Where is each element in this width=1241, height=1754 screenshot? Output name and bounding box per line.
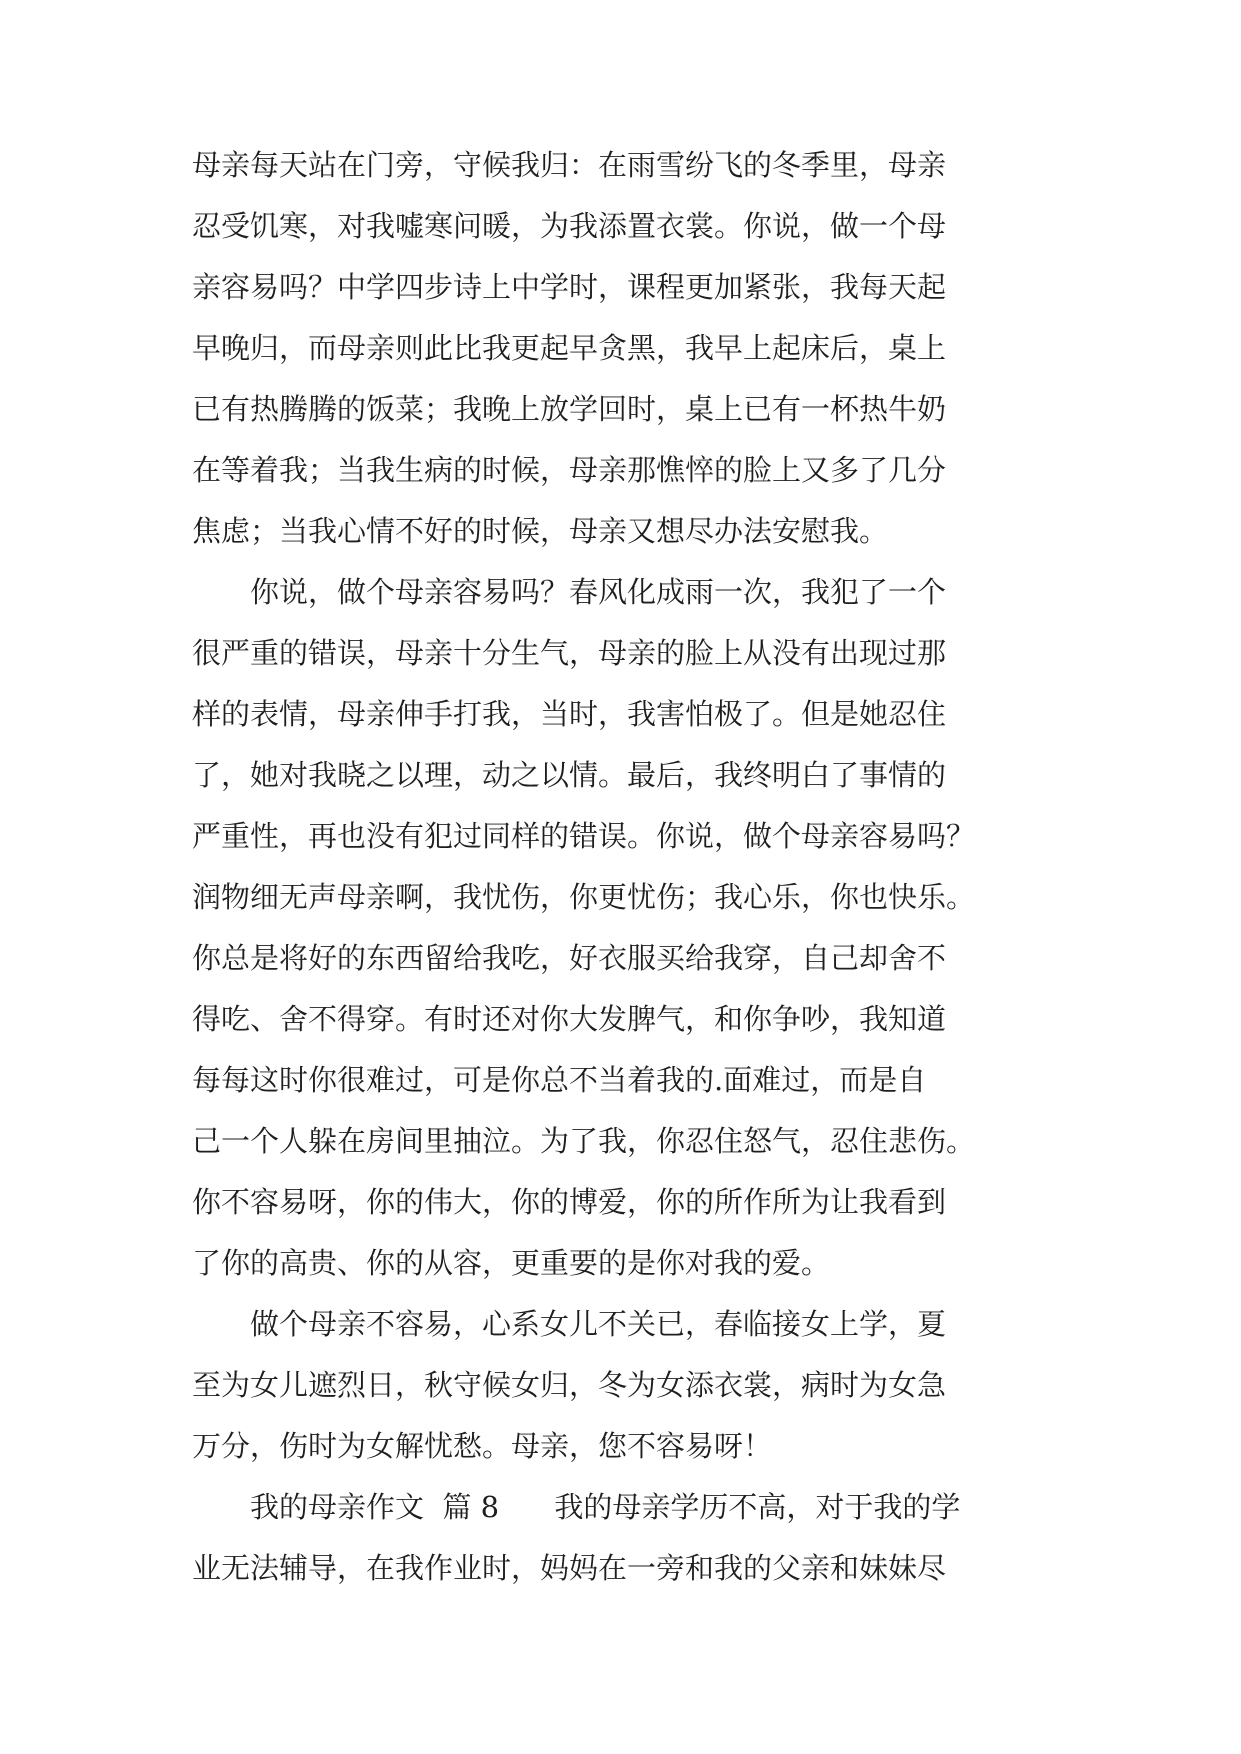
text-line: 已有热腾腾的饭菜；我晚上放学回时，桌上已有一杯热牛奶: [192, 392, 947, 426]
text-line: 了你的高贵、你的从容，更重要的是你对我的爱。: [192, 1246, 831, 1280]
text-line: 亲容易吗？中学四步诗上中学时，课程更加紧张，我每天起: [192, 270, 947, 304]
text-line: 至为女儿遮烈日，秋守候女归，冬为女添衣裳，病时为女急: [192, 1368, 947, 1402]
text-line: 母亲每天站在门旁，守候我归：在雨雪纷飞的冬季里，母亲: [192, 148, 947, 182]
paragraph-start-line: 做个母亲不容易，心系女儿不关已，春临接女上学，夏: [250, 1307, 947, 1341]
text-line: 润物细无声母亲啊，我忧伤，你更忧伤；我心乐，你也快乐。: [192, 880, 976, 914]
text-line: 早晚归，而母亲则此比我更起早贪黑，我早上起床后，桌上: [192, 331, 947, 365]
text-line: 业无法辅导，在我作业时，妈妈在一旁和我的父亲和妹妹尽: [192, 1551, 947, 1585]
text-line: 严重性，再也没有犯过同样的错误。你说，做个母亲容易吗？: [192, 819, 976, 853]
text-line: 很严重的错误，母亲十分生气，母亲的脸上从没有出现过那: [192, 636, 947, 670]
text-line: 你总是将好的东西留给我吃，好衣服买给我穿，自己却舍不: [192, 941, 947, 975]
text-line: 忍受饥寒，对我嘘寒问暖，为我添置衣裳。你说，做一个母: [192, 209, 947, 243]
text-line: 样的表情，母亲伸手打我，当时，我害怕极了。但是她忍住: [192, 697, 947, 731]
essay-body: [192, 135, 1050, 1599]
section-heading-line: 我的母亲作文 篇 8 我的母亲学历不高，对于我的学: [250, 1490, 961, 1524]
text-line: 了，她对我晓之以理，动之以情。最后，我终明白了事情的: [192, 758, 947, 792]
text-line: 在等着我；当我生病的时候，母亲那憔悴的脸上又多了几分: [192, 453, 947, 487]
text-line: 得吃、舍不得穿。有时还对你大发脾气，和你争吵，我知道: [192, 1002, 947, 1036]
text-line: 每每这时你很难过，可是你总不当着我的.面难过，而是自: [192, 1063, 927, 1097]
text-line: 焦虑；当我心情不好的时候，母亲又想尽办法安慰我。: [192, 514, 889, 548]
text-line: 你不容易呀，你的伟大，你的博爱，你的所作所为让我看到: [192, 1185, 947, 1219]
text-line: 万分，伤时为女解忧愁。母亲，您不容易呀！: [192, 1429, 773, 1463]
paragraph-start-line: 你说，做个母亲容易吗？春风化成雨一次，我犯了一个: [250, 575, 947, 609]
text-line: 己一个人躲在房间里抽泣。为了我，你忍住怒气，忍住悲伤。: [192, 1124, 976, 1158]
